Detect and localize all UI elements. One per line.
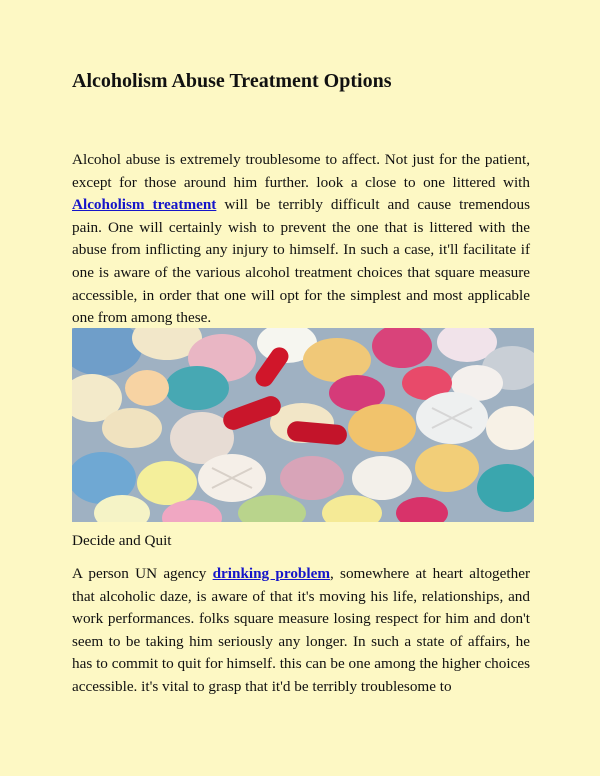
alcoholism-treatment-link[interactable]: Alcoholism treatment: [72, 196, 217, 214]
intro-text-start: Alcohol abuse is extremely troublesome to affect. Not just for the patient, except for those around him further. look a close to one littered with: [72, 151, 530, 191]
intro-text-end: will be terribly difficult and cause tremendous pain. One will certainly wish to prevent the one that is littered with the abuse from inflicting any injury to himself. In such a case, it'll facilitate if one is aware of the various alcohol treatment choices that square measure accessible, in order that one will opt for the simplest and most applicable one from among these.: [72, 196, 530, 327]
body-paragraph: [72, 563, 530, 699]
drinking-problem-link[interactable]: drinking problem: [212, 565, 330, 582]
pills-photo: [72, 328, 534, 522]
body-text-start: A person UN agency: [72, 565, 213, 582]
page-title: Alcoholism Abuse Treatment Options: [72, 70, 392, 92]
intro-paragraph: [72, 149, 530, 330]
section-heading: Decide and Quit: [72, 532, 172, 549]
body-text-end: , somewhere at heart altogether that alcoholic daze, is aware of that it's moving his life, relationships, and work performances. folks square measure losing respect for him and don't seem to be taking him seriously any longer. In such a state of affairs, he has to commit to quit for himself. this can be one among the higher choices accessible. it's vital to grasp that it'd be terribly troublesome to: [72, 565, 530, 695]
